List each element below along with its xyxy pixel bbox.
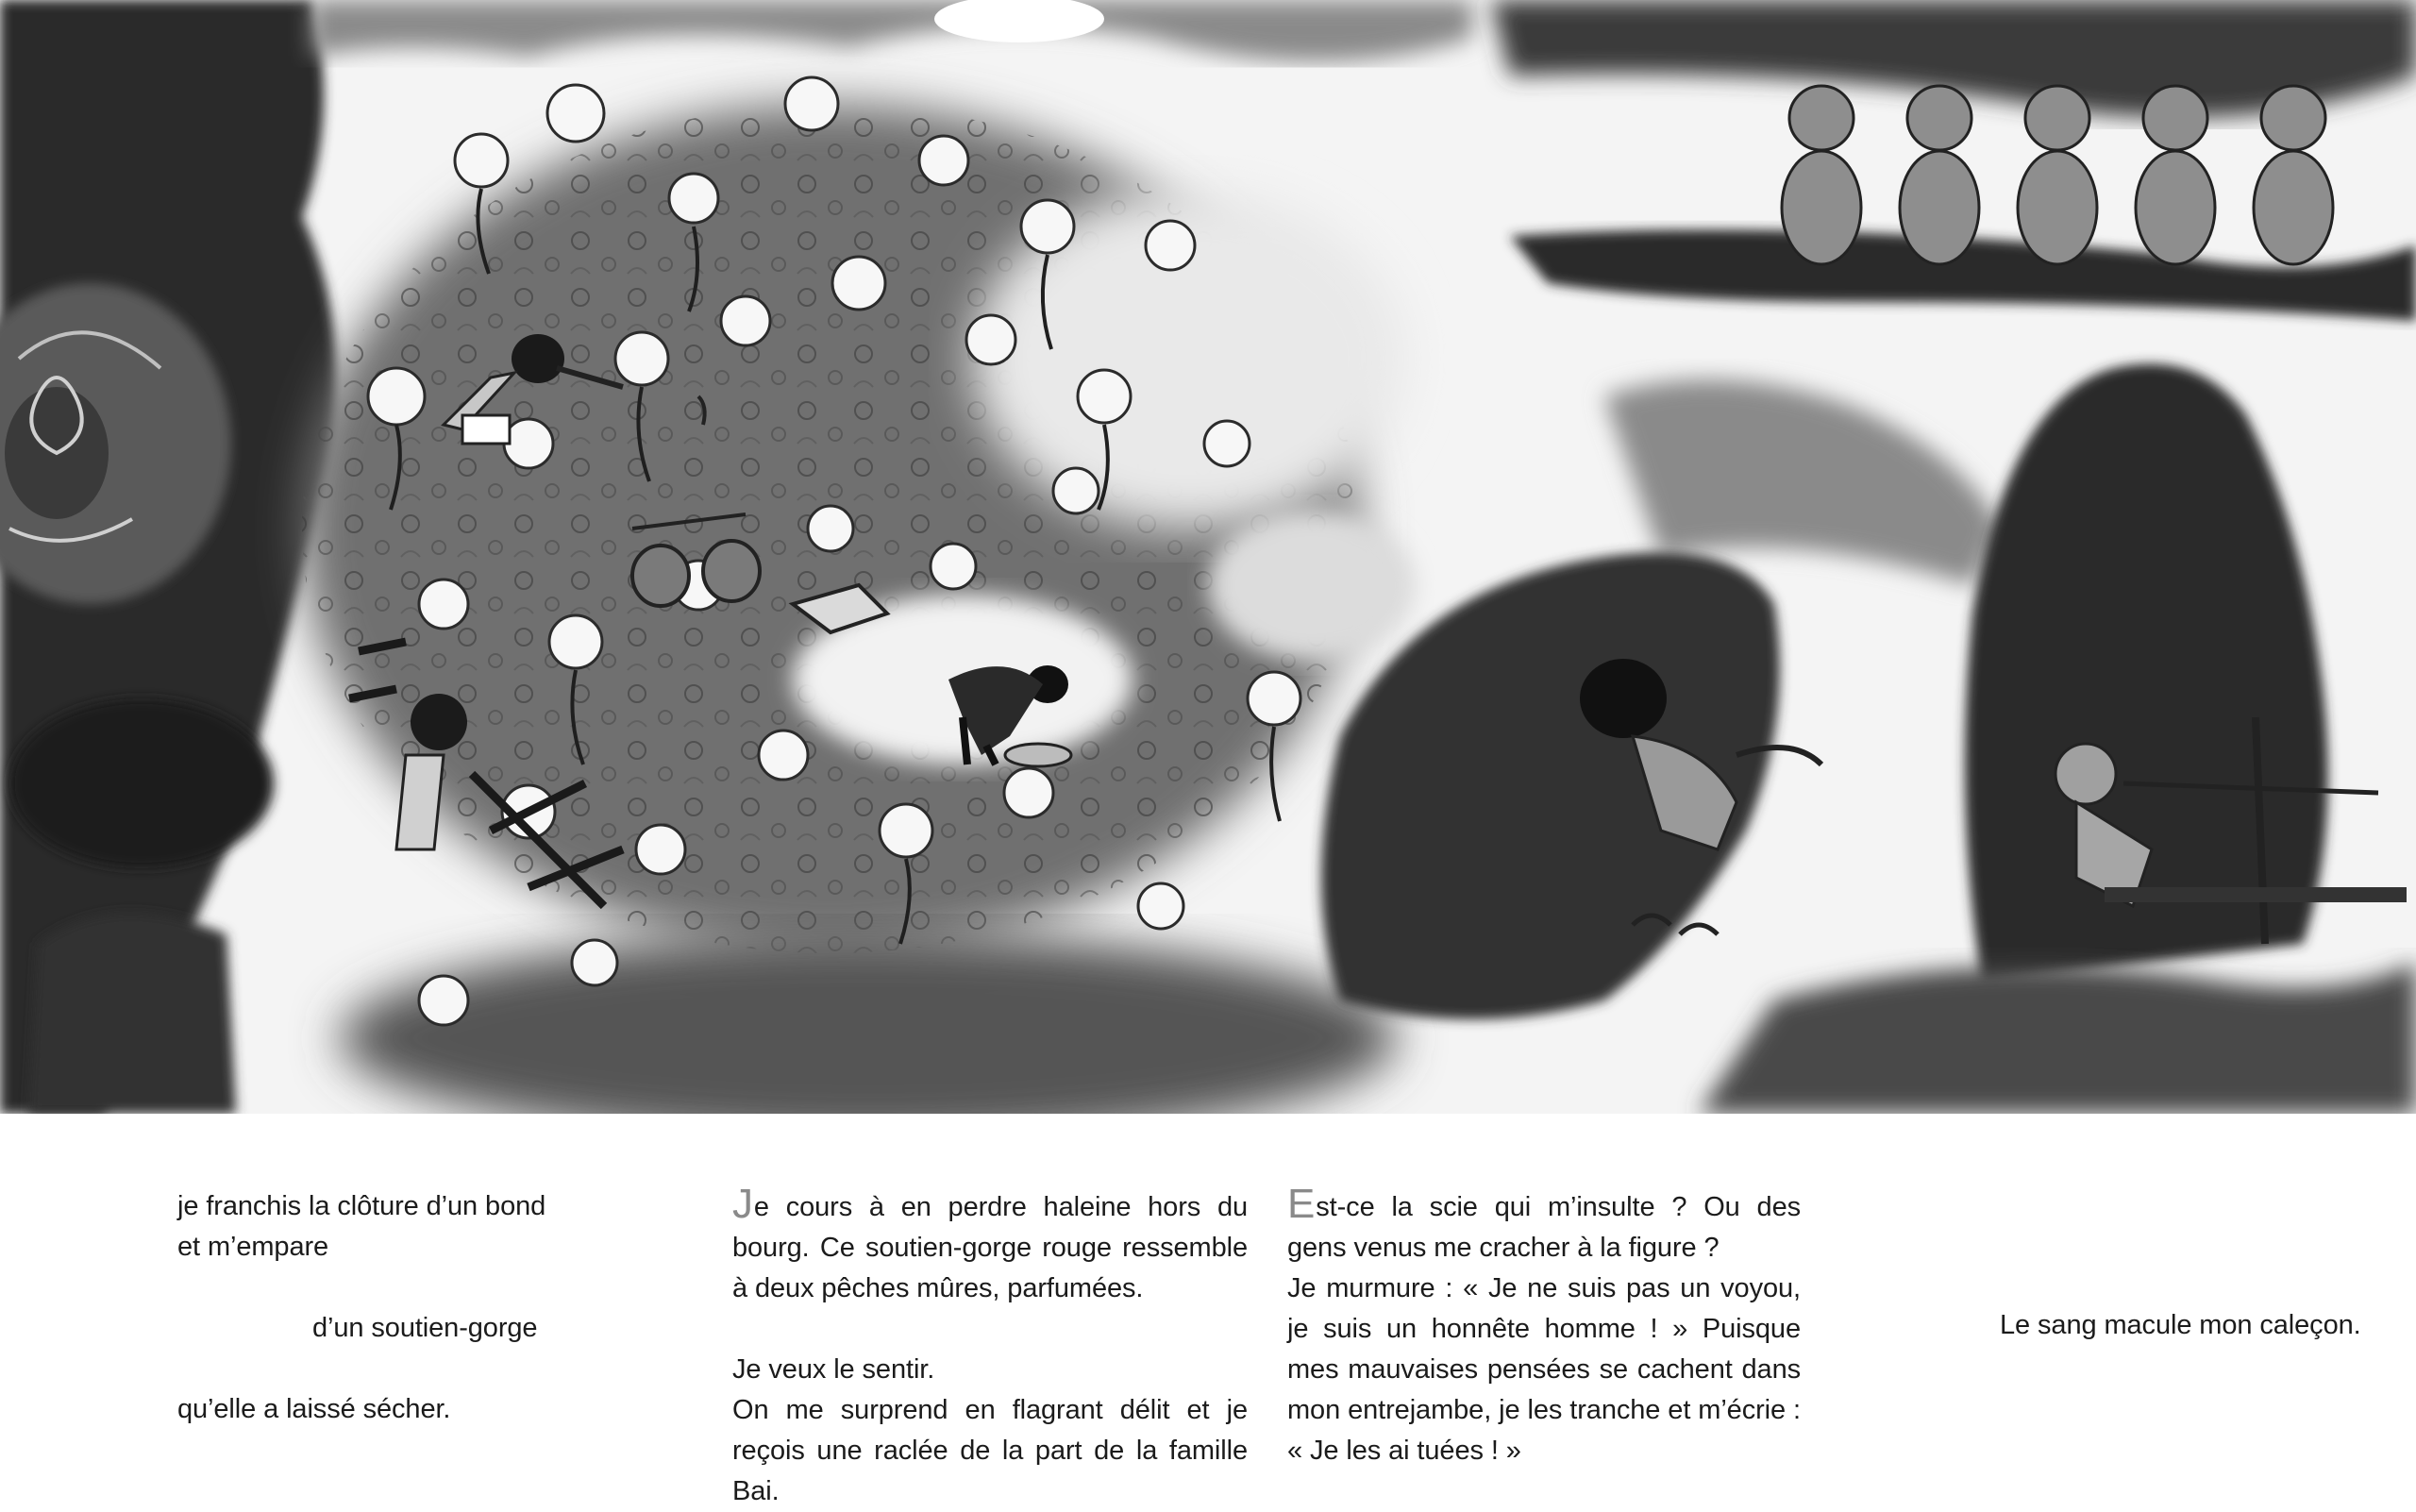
drop-cap: J — [732, 1181, 753, 1227]
text-line: et m’empare — [177, 1232, 329, 1262]
paragraph-text: e cours à en perdre haleine hors du bourg. Ce soutien-gorge rouge ressemble à deux pêches mûres, parfumées. — [732, 1192, 1248, 1303]
paragraph — [1287, 1181, 1801, 1268]
text-line: Le sang macule mon caleçon. — [2000, 1310, 2361, 1340]
text-line: qu’elle a laissé sécher. — [177, 1394, 451, 1424]
paragraph: On me surprend en flagrant délit et je reçois une raclée de la part de la famille Bai. — [732, 1395, 1248, 1506]
paragraph-text: st-ce la scie qui m’insulte ? Ou des gens venus me cracher à la figure ? — [1287, 1192, 1801, 1263]
text-column-4 — [2000, 1305, 2396, 1346]
text-column-2 — [732, 1181, 1248, 1512]
text-area — [0, 1114, 2416, 1506]
drop-cap: E — [1287, 1181, 1316, 1227]
text-line: d’un soutien-gorge — [312, 1313, 538, 1343]
text-column-1 — [177, 1186, 574, 1430]
text-line: je franchis la clôture d’un bond — [177, 1191, 546, 1221]
paragraph: Je murmure : « Je ne suis pas un voyou, je suis un honnête homme ! » Puisque mes mauvaises pensées se cachent dans mon entrejambe, je les tranche et m’écrie : « Je les ai tuées ! » — [1287, 1273, 1801, 1466]
text-line: Je veux le sentir. — [732, 1354, 935, 1385]
text-column-3 — [1287, 1181, 1801, 1471]
paragraph — [732, 1181, 1248, 1309]
